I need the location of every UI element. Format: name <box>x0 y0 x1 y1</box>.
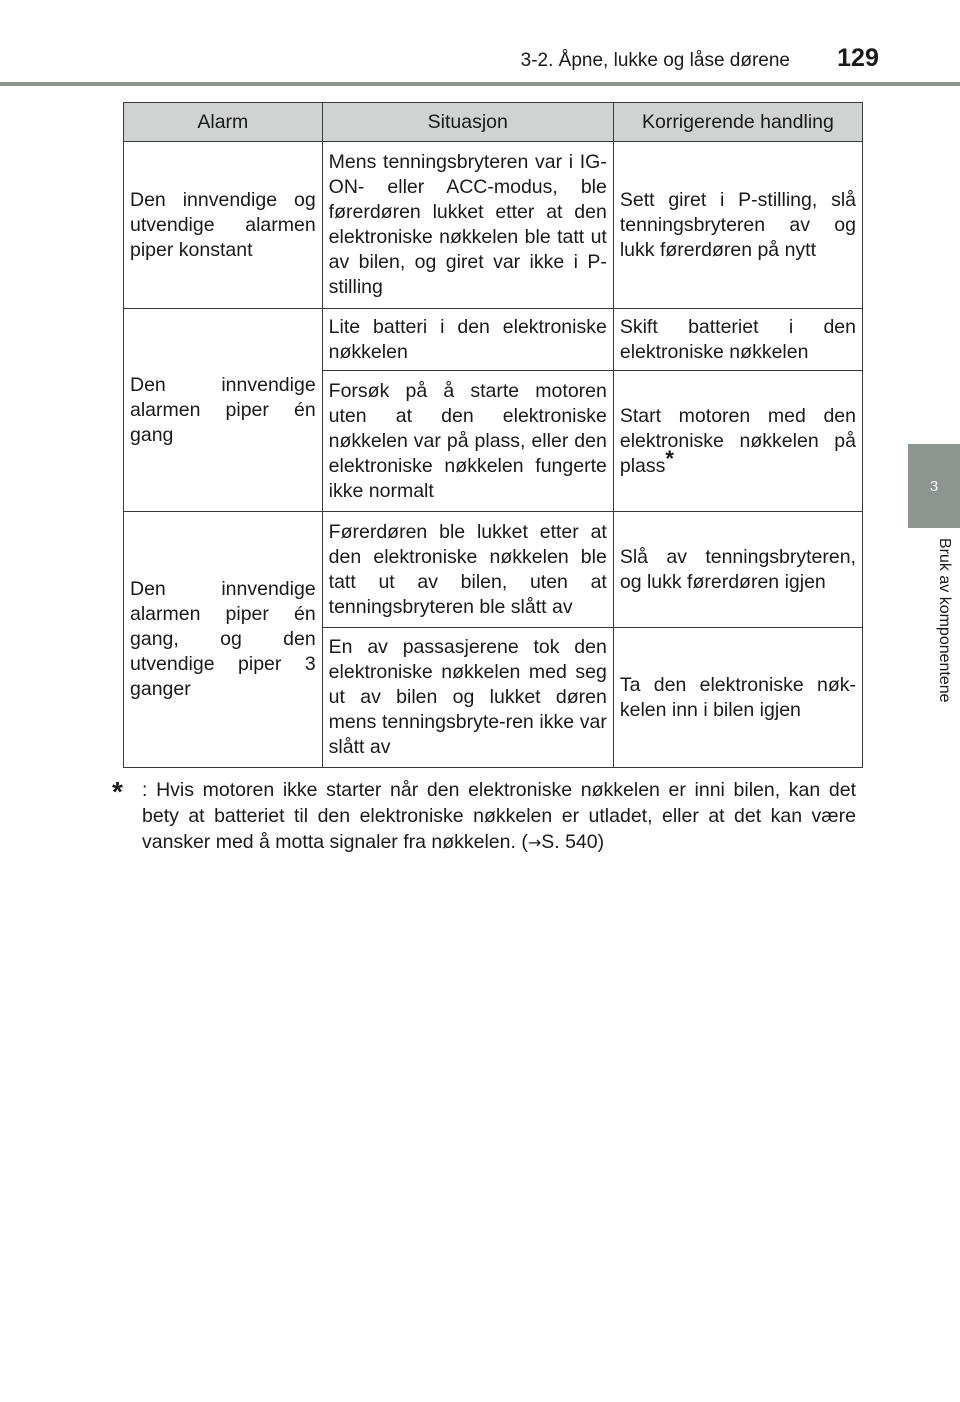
action-cell: Ta den elektroniske nøk-kelen inn i bilen igjen <box>613 628 862 768</box>
situation-cell: Lite batteri i den elektroniske nøkkelen <box>322 309 613 371</box>
situation-cell: Førerdøren ble lukket etter at den elektroniske nøkkelen ble tatt ut av bilen, uten at tenningsbryteren ble slått av <box>322 512 613 628</box>
column-header-situation: Situasjon <box>322 103 613 142</box>
alarm-cell: Den innvendige og utvendige alarmen piper konstant <box>124 142 323 309</box>
alarm-cell: Den innvendige alarmen piper én gang, og den utvendige piper 3 ganger <box>124 512 323 768</box>
action-text: Start motoren med den elektroniske nøkkelen på plass <box>619 404 856 477</box>
chapter-tab[interactable] <box>908 444 960 528</box>
footnote-marker: * <box>112 776 123 807</box>
column-header-action: Korrigerende handling <box>613 103 862 142</box>
alarm-cell: Den innvendige alarmen piper én gang <box>124 309 323 512</box>
footnote-body <box>142 777 856 856</box>
situation-cell: Mens tenningsbryteren var i IG-ON- eller ACC-modus, ble førerdøren lukket etter at den elektroniske nøkkelen ble tatt ut av bilen, og giret var ikke i P-stilling <box>322 142 613 309</box>
action-cell: Skift batteriet i den elektroniske nøkkelen <box>613 309 862 371</box>
header-section-title: 3-2. Åpne, lukke og låse dørene <box>520 50 790 71</box>
chapter-number: 3 <box>929 477 939 495</box>
situation-cell: En av passasjerene tok den elektroniske nøkkelen med seg ut av bilen og lukket døren mens tenningsbryte-ren ikke var slått av <box>322 628 613 768</box>
page-reference-link[interactable]: S. 540) <box>541 831 605 853</box>
footnote-text: : Hvis motoren ikke starter når den elektroniske nøkkelen er inni bilen, kan det bety at batteriet til den elektroniske nøkkelen er utladet, eller at det kan være vansker med å motta signaler fra nøkkelen. ( <box>142 779 856 853</box>
arrow-icon: → <box>527 833 542 852</box>
table-row <box>124 512 863 628</box>
table-header-row <box>124 103 863 142</box>
page-number: 129 <box>837 44 879 72</box>
action-cell: Slå av tenningsbryteren, og lukk førerdøren igjen <box>613 512 862 628</box>
situation-cell: Forsøk på å starte motoren uten at den elektroniske nøkkelen var på plass, eller den elektroniske nøkkelen fungerte ikke normalt <box>322 371 613 512</box>
chapter-title: Bruk av komponentene <box>936 538 953 703</box>
action-cell <box>613 371 862 512</box>
column-header-alarm: Alarm <box>124 103 323 142</box>
table-row <box>124 309 863 371</box>
table-row <box>124 142 863 309</box>
header-rule <box>0 82 960 86</box>
footnote <box>112 777 856 856</box>
action-cell: Sett giret i P-stilling, slå tenningsbryteren av og lukk førerdøren på nytt <box>613 142 862 309</box>
footnote-marker: * <box>665 445 674 471</box>
alarm-table <box>123 102 863 768</box>
